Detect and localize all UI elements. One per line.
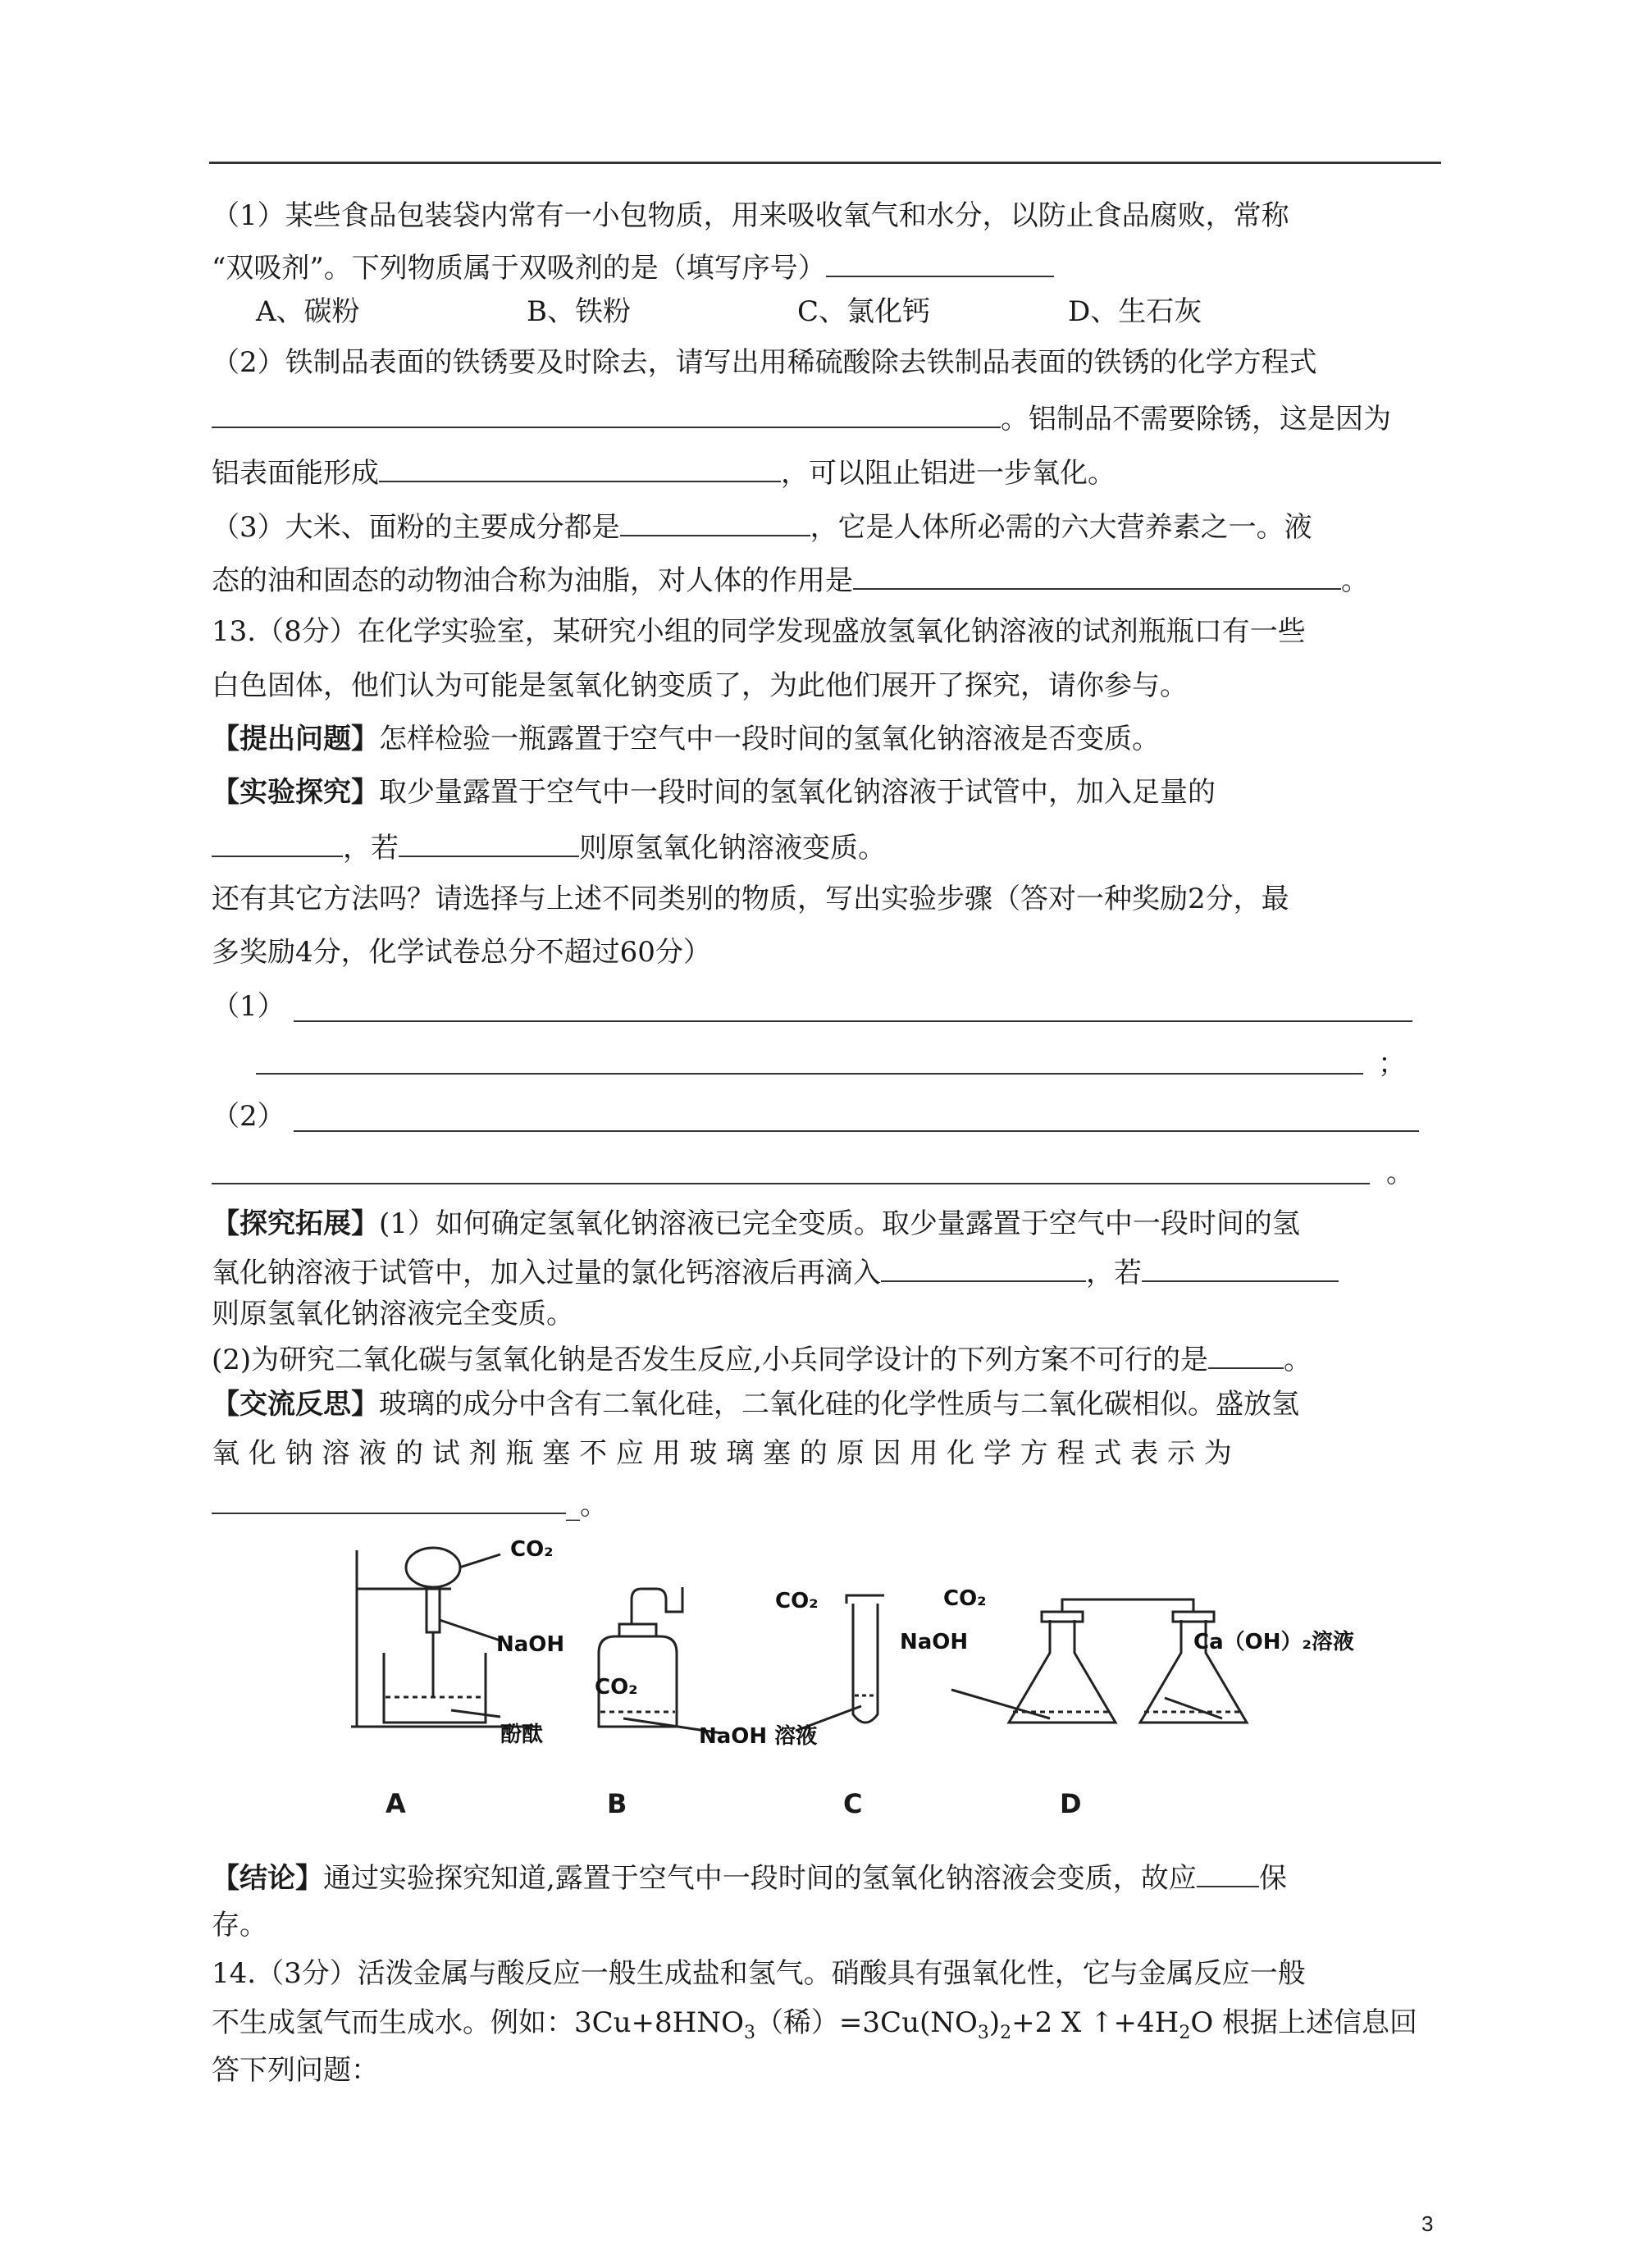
q12-p3-text-b: ，它是人体所必需的六大营养素之一。液	[810, 511, 1312, 544]
q12-p2-text-b: ，可以阻止铝进一步氧化。	[781, 457, 1116, 490]
section-text: 通过实验探究知道,露置于空气中一段时间的氢氧化钠溶液会变质，故应	[323, 1862, 1197, 1895]
answer-blank[interactable]	[399, 828, 579, 857]
label-naoh-c: NaOH	[900, 1630, 969, 1654]
q13-ref	[212, 1386, 1299, 1422]
answer-line[interactable]	[212, 1183, 1370, 1184]
label-naoh-a: NaOH	[496, 1632, 565, 1657]
pointer	[1165, 1698, 1222, 1718]
answer-blank[interactable]	[379, 453, 781, 482]
answer-blank[interactable]	[1208, 1339, 1284, 1369]
answer-blank[interactable]	[826, 248, 1054, 277]
bent-tube	[632, 1587, 682, 1624]
answer-blank[interactable]	[881, 1253, 1086, 1282]
q13-line2: 白色固体，他们认为可能是氢氧化钠变质了，为此他们展开了探究，请你参与。	[212, 669, 1188, 702]
q12-p3-text-b: 。	[1341, 564, 1369, 597]
label-co2-d: CO₂	[943, 1586, 987, 1611]
pointer	[440, 1620, 500, 1641]
q13-ref-line2: 氧 化 钠 溶 液 的 试 剂 瓶 塞 不 应 用 玻 璃 塞 的 原 因 用 化 学 方 程 式 表 示 为	[212, 1437, 1232, 1470]
section-text: (2)为研究二氧化碳与氢氧化钠是否发生反应,小兵同学设计的下列方案不可行的是	[212, 1344, 1208, 1376]
pointer	[951, 1690, 1050, 1718]
section-heading: 【实验探究】	[212, 776, 379, 809]
answer-line[interactable]	[294, 1020, 1412, 1022]
q12-p2-line3	[212, 453, 1116, 491]
label-co2-c: CO₂	[775, 1589, 819, 1613]
subscript: 3	[977, 2022, 989, 2043]
q13-line1: 13.（8分）在化学实验室，某研究小组的同学发现盛放氢氧化钠溶液的试剂瓶瓶口有一些	[212, 615, 1306, 648]
section-text: 取少量露置于空气中一段时间的氢氧化钠溶液于试管中，加入足量的	[379, 776, 1216, 809]
section-heading: 【结论】	[212, 1862, 323, 1895]
section-heading: 【提出问题】	[212, 723, 379, 755]
q14-line2	[212, 2005, 1417, 2051]
label-phenol: 酚酞	[500, 1723, 544, 1747]
connecting-tube	[1062, 1599, 1193, 1612]
section-text: (1）如何确定氢氧化钠溶液已完全变质。取少量露置于空气中一段时间的氢	[379, 1207, 1300, 1240]
q12-p2-line2	[212, 399, 1391, 437]
answer-blank[interactable]	[620, 507, 810, 536]
q12-p3-line2	[212, 560, 1369, 599]
q13-exp-line2	[212, 828, 886, 866]
q13-ext-line3: 则原氢氧化钠溶液完全变质。	[212, 1298, 574, 1330]
q12-p3-text-a: （3）大米、面粉的主要成分都是	[212, 511, 620, 544]
q12-p3-line1	[212, 507, 1312, 545]
method-1-label: （1）	[212, 990, 285, 1023]
section-text: _。	[566, 1489, 608, 1522]
q12-p1-line1: （1）某些食品包装袋内常有一小包物质，用来吸收氧气和水分，以防止食品腐败，常称	[212, 199, 1289, 232]
stopper-d2	[1173, 1612, 1214, 1622]
equation-text: O 根据上述信息回	[1190, 2006, 1418, 2039]
method-2-end: 。	[1386, 1157, 1414, 1189]
q13-other-line1: 还有其它方法吗？请选择与上述不同类别的物质，写出实验步骤（答对一种奖励2分，最	[212, 883, 1289, 915]
q12-options	[256, 294, 1202, 330]
method-1-end: ；	[1378, 1047, 1406, 1080]
caption-d: D	[1060, 1788, 1082, 1819]
option-c: C、氯化钙	[797, 295, 931, 328]
section-text: 氧化钠溶液于试管中，加入过量的氯化钙溶液后再滴入	[212, 1257, 881, 1289]
label-co2-b: CO₂	[595, 1675, 638, 1700]
q13-ext	[212, 1206, 1300, 1242]
test-tube	[853, 1604, 878, 1723]
bottle-b-stopper	[619, 1624, 656, 1636]
q13-ext-line2	[212, 1253, 1339, 1291]
stopper-d1	[1042, 1612, 1083, 1622]
section-text: ，若	[343, 832, 399, 865]
answer-blank[interactable]	[1197, 1858, 1259, 1887]
pointer	[459, 1554, 500, 1568]
section-heading: 【交流反思】	[212, 1388, 379, 1421]
answer-blank[interactable]	[212, 1485, 566, 1514]
answer-blank[interactable]	[212, 399, 1001, 428]
section-text: ，若	[1086, 1257, 1142, 1289]
label-co2-a: CO₂	[510, 1537, 554, 1562]
flask-d1	[1009, 1620, 1116, 1723]
q13-other-line2: 多奖励4分，化学试卷总分不超过60分）	[212, 936, 711, 969]
q13-conclusion	[212, 1858, 1287, 1896]
option-d: D、生石灰	[1068, 295, 1202, 328]
q14-line1: 14.（3分）活泼金属与酸反应一般生成盐和氢气。硝酸具有强氧化性，它与金属反应一般	[212, 1957, 1306, 1990]
subscript: 2	[1179, 2022, 1191, 2043]
caption-b: B	[607, 1788, 627, 1819]
answer-line[interactable]	[256, 1073, 1363, 1075]
tube-rim	[846, 1595, 884, 1604]
q12-p2-text: 。铝制品不需要除锈，这是因为	[1001, 403, 1391, 436]
section-text: 。	[1283, 1344, 1312, 1376]
equation-text: +2 X ↑+4H	[1011, 2006, 1179, 2039]
q12-p3-text-a: 态的油和固态的动物油合称为油脂，对人体的作用是	[212, 564, 853, 597]
caption-a: A	[386, 1788, 406, 1819]
option-b: B、铁粉	[527, 295, 631, 328]
section-heading: 【探究拓展】	[212, 1207, 379, 1240]
caption-c: C	[843, 1788, 863, 1819]
section-text: 怎样检验一瓶露置于空气中一段时间的氢氧化钠溶液是否变质。	[379, 723, 1160, 755]
q12-p1-text: “双吸剂”。下列物质属于双吸剂的是（填写序号）	[212, 252, 826, 285]
page-number: 3	[1421, 2211, 1434, 2236]
q13-ref-line3	[212, 1485, 608, 1523]
subscript: 3	[743, 2022, 755, 2043]
q13-ask	[212, 721, 1160, 757]
answer-blank[interactable]	[853, 560, 1341, 590]
equation-text: （稀）=3Cu(NO	[755, 2006, 978, 2039]
apparatus-diagram	[328, 1522, 1460, 1841]
label-caoh: Ca（OH）₂溶液	[1193, 1630, 1354, 1654]
section-text: 则原氢氧化钠溶液变质。	[579, 832, 886, 865]
answer-blank[interactable]	[1142, 1253, 1339, 1282]
equation-text: 不生成氢气而生成水。例如：3Cu+8HNO	[212, 2006, 744, 2039]
q12-p2-text-a: 铝表面能形成	[212, 457, 379, 490]
co2-flask	[406, 1548, 460, 1587]
section-text: 保	[1258, 1862, 1287, 1895]
pointer	[451, 1710, 500, 1717]
dropper	[427, 1587, 440, 1632]
subscript: 2	[1000, 2022, 1012, 2043]
q12-p2-line1: （2）铁制品表面的铁锈要及时除去，请写出用稀硫酸除去铁制品表面的铁锈的化学方程式	[212, 346, 1317, 379]
label-naoh-sol: NaOH 溶液	[699, 1724, 818, 1749]
header-rule	[209, 162, 1441, 164]
answer-blank[interactable]	[212, 828, 343, 857]
q14-line3: 答下列问题：	[212, 2054, 379, 2087]
option-a: A、碳粉	[256, 295, 360, 328]
equation-text: )	[988, 2006, 1001, 2039]
method-2-label: （2）	[212, 1100, 285, 1133]
answer-line[interactable]	[294, 1130, 1419, 1132]
q13-ext2	[212, 1339, 1312, 1378]
q13-exp	[212, 774, 1216, 810]
q12-p1-line2	[212, 248, 1054, 286]
section-text: 玻璃的成分中含有二氧化硅，二氧化硅的化学性质与二氧化碳相似。盛放氢	[379, 1388, 1299, 1421]
q13-conclusion-line2: 存。	[212, 1909, 267, 1942]
